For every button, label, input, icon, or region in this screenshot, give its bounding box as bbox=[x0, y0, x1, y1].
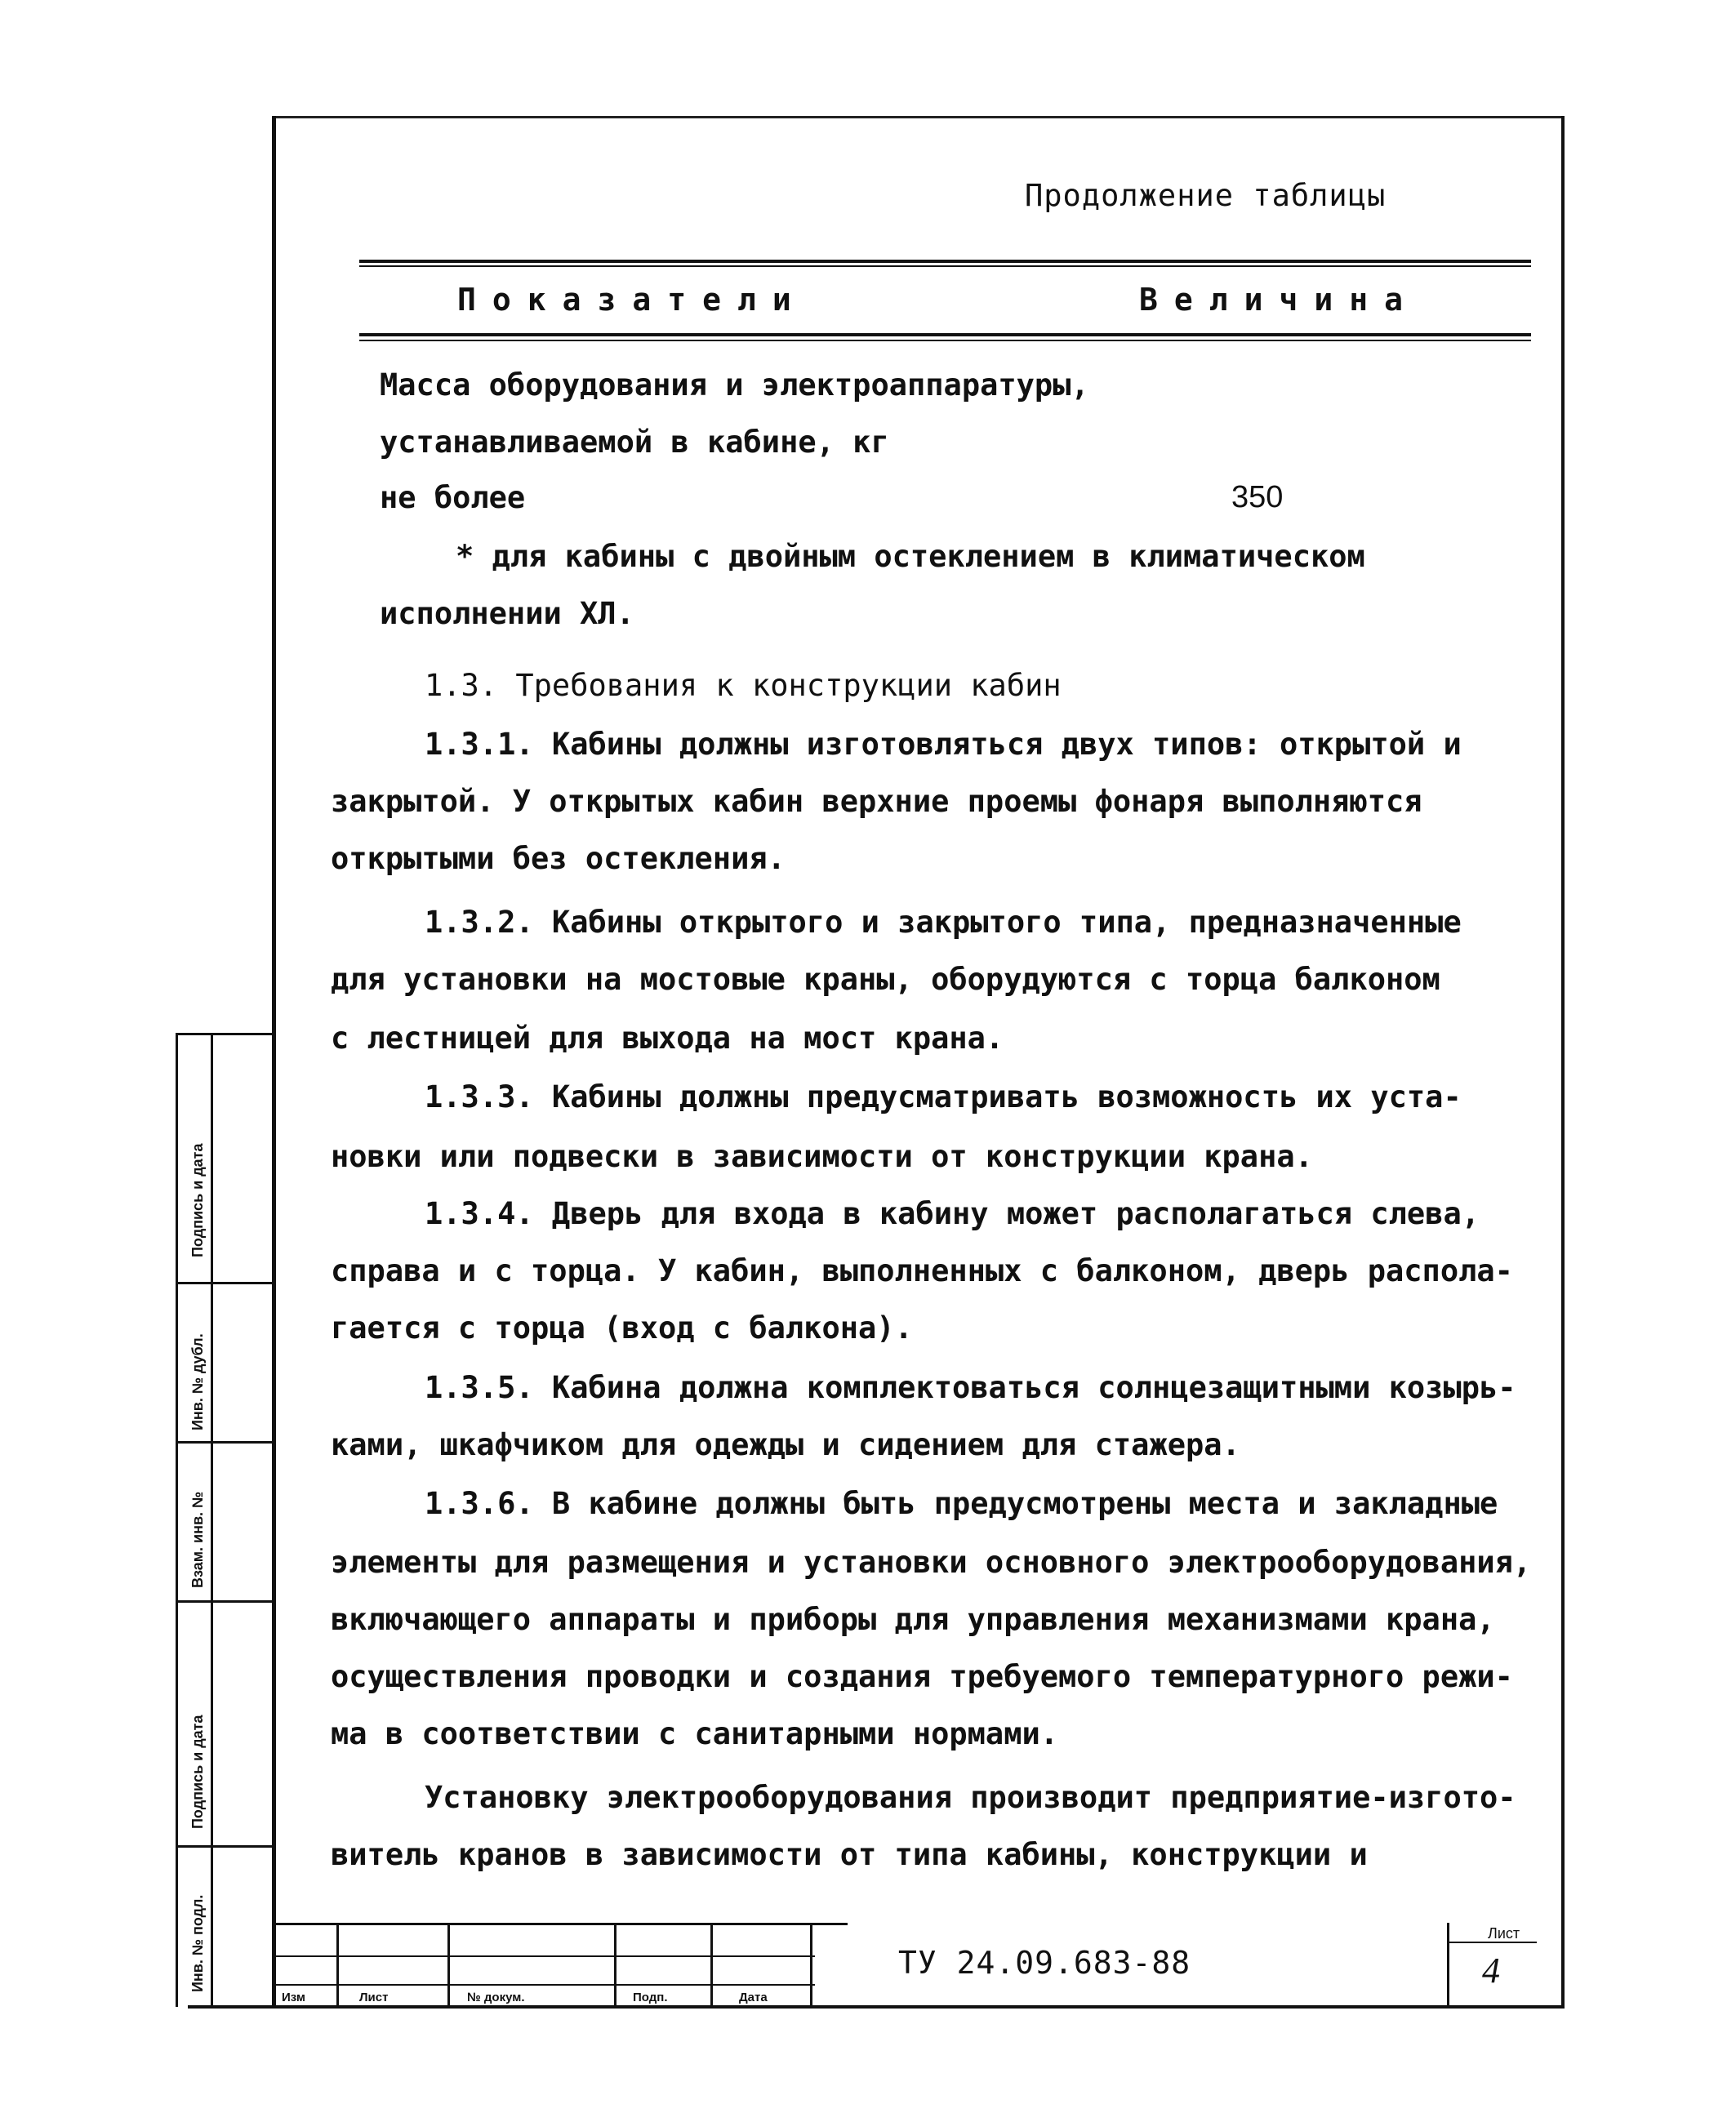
text-line: ма в соответствии с санитарными нормами. bbox=[331, 1716, 1059, 1751]
table-header-rule-thin bbox=[359, 340, 1531, 341]
text-line: ками, шкафчиком для одежды и сидением для стажера. bbox=[331, 1427, 1240, 1462]
tb-label-signature: Подп. bbox=[633, 1991, 668, 2004]
tb-col-divider bbox=[447, 1923, 450, 2007]
frame-right-border bbox=[1561, 116, 1565, 2007]
tb-label-sheet: Лист bbox=[359, 1991, 389, 2004]
side-divider bbox=[176, 1845, 272, 1848]
text-line: гается с торца (вход с балкона). bbox=[331, 1310, 913, 1346]
text-line: новки или подвески в зависимости от конструкции крана. bbox=[331, 1139, 1313, 1174]
text-line: 1.3.1. Кабины должны изготовляться двух типов: открытой и bbox=[425, 727, 1462, 762]
frame-left-border bbox=[272, 116, 276, 2007]
text-line: 1.3.4. Дверь для входа в кабину может располагаться слева, bbox=[425, 1196, 1480, 1231]
document-code: ТУ 24.09.683-88 bbox=[898, 1945, 1191, 1981]
text-line: элементы для размещения и установки основного электрооборудования, bbox=[331, 1545, 1532, 1580]
tb-sheet-divider bbox=[1447, 1923, 1449, 2007]
row-mass-line3: не более bbox=[380, 480, 526, 515]
text-line: витель кранов в зависимости от типа кабины, конструкции и bbox=[331, 1837, 1368, 1872]
side-label-signature-date-2: Подпись и дата bbox=[189, 1715, 206, 1829]
tb-label-change: Изм bbox=[282, 1991, 305, 2004]
row-mass-line1: Масса оборудования и электроаппаратуры, bbox=[380, 367, 1089, 403]
frame-top-border bbox=[272, 116, 1565, 118]
text-line: включающего аппараты и приборы для управления механизмами крана, bbox=[331, 1602, 1495, 1637]
text-line: открытыми без остекления. bbox=[331, 841, 786, 876]
text-line: 1.3.3. Кабины должны предусматривать возможность их уста- bbox=[425, 1079, 1462, 1114]
text-line: 1.3.5. Кабина должна комплектоваться солнцезащитными козырь- bbox=[425, 1370, 1516, 1405]
header-indicators: Показатели bbox=[457, 282, 808, 318]
text-line: с лестницей для выхода на мост крана. bbox=[331, 1021, 1004, 1056]
tb-col-divider bbox=[710, 1923, 713, 2007]
side-line-inner bbox=[211, 1033, 213, 2007]
row-mass-line2: устанавливаемой в кабине, кг bbox=[380, 425, 889, 460]
text-line: Установку электрооборудования производит предприятие-изгото- bbox=[425, 1780, 1516, 1815]
text-line: справа и с торца. У кабин, выполненных с балконом, дверь распола- bbox=[331, 1253, 1513, 1288]
tb-col-divider bbox=[810, 1923, 812, 2007]
frame-bottom-border bbox=[188, 2005, 1565, 2009]
text-line: для установки на мостовые краны, оборудуются с торца балконом bbox=[331, 962, 1440, 997]
row-note-line2: исполнении ХЛ. bbox=[380, 596, 634, 631]
section-heading: 1.3. Требования к конструкции кабин bbox=[425, 668, 1062, 703]
tb-label-date: Дата bbox=[739, 1991, 768, 2004]
sheet-label: Лист bbox=[1488, 1925, 1520, 1942]
text-line: осуществления проводки и создания требуемого температурного режи- bbox=[331, 1659, 1513, 1694]
header-value: Величина bbox=[1139, 282, 1420, 318]
tb-label-doc-no: № докум. bbox=[467, 1991, 525, 2004]
tb-mid-line bbox=[276, 1955, 815, 1957]
text-line: закрытой. У открытых кабин верхние проемы фонаря выполняются bbox=[331, 784, 1422, 819]
text-line: 1.3.6. В кабине должны быть предусмотрены места и закладные bbox=[425, 1486, 1498, 1521]
continuation-note: Продолжение таблицы bbox=[1025, 178, 1387, 213]
tb-low-line bbox=[276, 1984, 815, 1986]
tb-top-line bbox=[276, 1923, 848, 1925]
tb-col-divider bbox=[614, 1923, 617, 2007]
row-note-line1: * для кабины с двойным остеклением в климатическом bbox=[456, 539, 1365, 574]
side-label-signature-date-1: Подпись и дата bbox=[189, 1143, 206, 1257]
table-top-rule bbox=[359, 260, 1531, 263]
side-divider bbox=[176, 1441, 272, 1444]
table-header-rule bbox=[359, 333, 1531, 336]
side-divider bbox=[176, 1282, 272, 1284]
side-divider bbox=[176, 1600, 272, 1603]
side-divider bbox=[176, 1033, 272, 1035]
table-top-rule-thin bbox=[359, 265, 1531, 267]
text-line: 1.3.2. Кабины открытого и закрытого типа, предназначенные bbox=[425, 905, 1462, 940]
row-mass-value: 350 bbox=[1231, 480, 1284, 514]
side-label-dup-inv: Инв. № дубл. bbox=[189, 1333, 206, 1430]
side-label-original-inv: Инв. № подл. bbox=[189, 1894, 206, 1992]
tb-col-divider bbox=[336, 1923, 339, 2007]
sheet-number: 4 bbox=[1482, 1951, 1500, 1991]
side-label-replace-inv: Взам. инв. № bbox=[189, 1491, 206, 1588]
side-line-outer bbox=[176, 1033, 178, 2007]
